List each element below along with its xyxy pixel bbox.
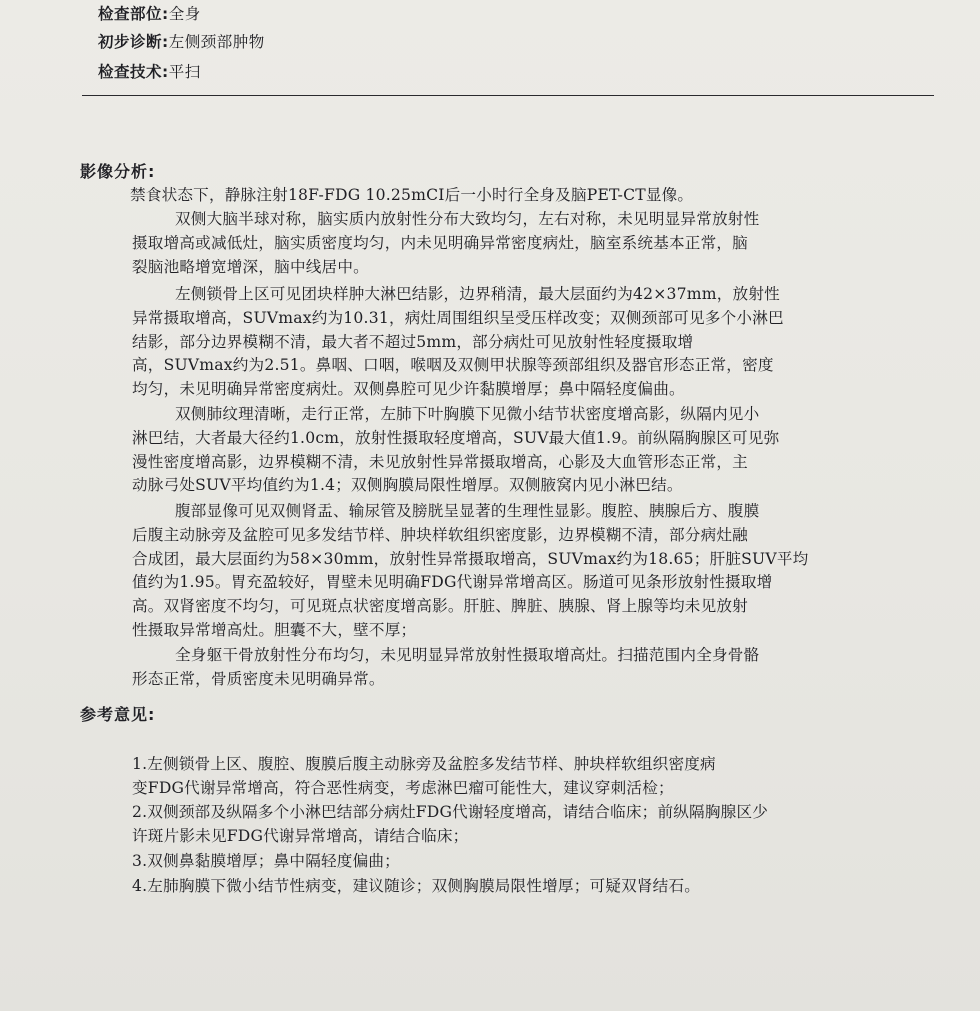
technique-row (98, 60, 201, 82)
analysis-line: 高，SUVmax约为2.51。鼻咽、口咽，喉咽及双侧甲状腺等颈部组织及器官形态正常，密度 (132, 356, 774, 374)
analysis-line: 裂脑池略增宽增深，脑中线居中。 (132, 258, 369, 276)
exam-site-label: 检查部位: (98, 5, 169, 23)
analysis-line: 合成团，最大层面约为58×30mm，放射性异常摄取增高，SUVmax约为18.65；肝脏SUV平均 (132, 550, 809, 568)
analysis-line: 后腹主动脉旁及盆腔可见多发结节样、肿块样软组织密度影，边界模糊不清，部分病灶融 (132, 526, 748, 544)
analysis-line: 形态正常，骨质密度未见明确异常。 (132, 670, 385, 688)
opinion-line: 4.左肺胸膜下微小结节性病变，建议随诊；双侧胸膜局限性增厚；可疑双肾结石。 (132, 877, 701, 895)
diagnosis-label: 初步诊断: (98, 33, 169, 51)
analysis-title: 影像分析: (80, 162, 156, 181)
analysis-line: 异常摄取增高，SUVmax约为10.31，病灶周围组织呈受压样改变；双侧颈部可见多个小淋巴 (132, 309, 784, 327)
technique-label: 检查技术: (98, 63, 169, 81)
analysis-line: 腹部显像可见双侧肾盂、输尿管及膀胱呈显著的生理性显影。腹腔、胰腺后方、腹膜 (175, 502, 760, 520)
analysis-line: 均匀，未见明确异常密度病灶。双侧鼻腔可见少许黏膜增厚；鼻中隔轻度偏曲。 (132, 380, 685, 398)
technique-value: 平扫 (168, 63, 201, 81)
opinion-title: 参考意见: (80, 705, 156, 724)
analysis-line: 淋巴结，大者最大径约1.0cm，放射性摄取轻度增高，SUV最大值1.9。前纵隔胸腺区可见弥 (132, 429, 780, 447)
analysis-line: 结影，部分边界模糊不清，最大者不超过5mm，部分病灶可见放射性轻度摄取增 (132, 333, 694, 351)
analysis-line: 高。双肾密度不均匀，可见斑点状密度增高影。肝脏、脾脏、胰腺、肾上腺等均未见放射 (132, 597, 748, 615)
opinion-line: 许斑片影未见FDG代谢异常增高，请结合临床； (132, 827, 469, 845)
exam-site-value: 全身 (168, 5, 201, 23)
header-divider (82, 95, 934, 96)
opinion-line: 3.双侧鼻黏膜增厚；鼻中隔轻度偏曲； (132, 852, 400, 870)
analysis-line: 双侧肺纹理清晰，走行正常，左肺下叶胸膜下见微小结节状密度增高影，纵隔内见小 (175, 405, 760, 423)
analysis-line: 性摄取异常增高灶。胆囊不大，壁不厚； (132, 621, 417, 639)
opinion-line: 2.双侧颈部及纵隔多个小淋巴结部分病灶FDG代谢轻度增高，请结合临床；前纵隔胸腺区少 (132, 803, 769, 821)
diagnosis-value: 左侧颈部肿物 (168, 33, 265, 51)
exam-site-row (98, 2, 201, 24)
analysis-line: 左侧锁骨上区可见团块样肿大淋巴结影，边界稍清，最大层面约为42×37mm，放射性 (175, 285, 780, 303)
diagnosis-row (98, 30, 265, 52)
opinion-line: 1.左侧锁骨上区、腹腔、腹膜后腹主动脉旁及盆腔多发结节样、肿块样软组织密度病 (132, 755, 716, 773)
analysis-line: 全身躯干骨放射性分布均匀，未见明显异常放射性摄取增高灶。扫描范围内全身骨骼 (175, 646, 760, 664)
analysis-line: 摄取增高或减低灶，脑实质密度均匀，内未见明确异常密度病灶，脑室系统基本正常，脑 (132, 234, 748, 252)
analysis-line: 值约为1.95。胃充盈较好，胃壁未见明确FDG代谢异常增高区。肠道可见条形放射性摄取增 (132, 573, 773, 591)
analysis-line: 漫性密度增高影，边界模糊不清，未见放射性异常摄取增高，心影及大血管形态正常，主 (132, 453, 748, 471)
analysis-line: 禁食状态下，静脉注射18F-FDG 10.25mCI后一小时行全身及脑PET-CT显像。 (130, 186, 694, 204)
opinion-line: 变FDG代谢异常增高，符合恶性病变，考虑淋巴瘤可能性大，建议穿刺活检； (132, 779, 674, 797)
analysis-line: 动脉弓处SUV平均值约为1.4；双侧胸膜局限性增厚。双侧腋窝内见小淋巴结。 (132, 476, 683, 494)
analysis-line: 双侧大脑半球对称，脑实质内放射性分布大致均匀，左右对称，未见明显异常放射性 (175, 210, 760, 228)
